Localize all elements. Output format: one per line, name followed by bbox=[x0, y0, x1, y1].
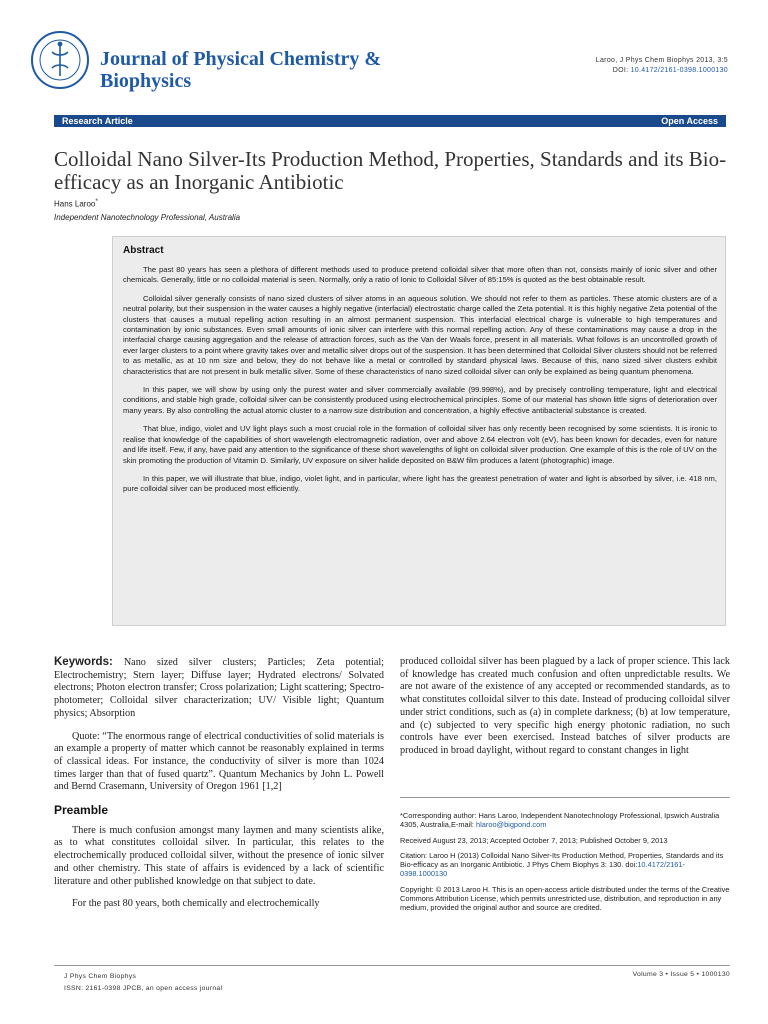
citation-doi-link[interactable]: 10.4172/2161-0398.1000130 bbox=[400, 860, 685, 879]
corresponding-author bbox=[400, 811, 730, 830]
preamble-paragraph-1: There is much confusion amongst many laymen and many scientists alike, as to what constitutes colloidal silver. In particular, this relates to the electrochemically produced colloidal silver, without the presence of ionic silver and other chemistry. This state of affairs is evidenced by a lack of scientific literature and other published knowledge on that subject to date. bbox=[54, 824, 384, 887]
doi-line bbox=[596, 66, 728, 76]
citation-note bbox=[400, 851, 730, 879]
preamble-paragraph-2: For the past 80 years, both chemically and electrochemically bbox=[72, 898, 320, 910]
footer-issn: ISSN: 2161-0398 JPCB, an open access journal bbox=[64, 985, 223, 992]
quote-paragraph: Quote: “The enormous range of electrical conductivities of solid materials is an example a property of matter which cannot be reasonably explained in terms of classical ideas. For instance, the conductivity of silver is more than 1024 times larger than that of fused quartz”. Quantum Mechanics by John L. Powell and Bernd Crasemann, University of Oregon 1961 [1,2] bbox=[54, 730, 384, 793]
author-mark: * bbox=[95, 198, 98, 205]
keywords-text: Nano sized silver clusters; Particles; Zeta potential; Electrochemistry; Stern layer; Diffuse layer; Hydrated electrons/ Solvated electrons; Photon electron transfer; Cross polarization; Light scattering; Spectro-photometer; Colloidal silver characterization; UV/ Visible light; Quantum physics; Absorption bbox=[54, 657, 385, 719]
footnotes bbox=[400, 811, 730, 919]
citation-short: Laroo, J Phys Chem Biophys 2013, 3:5 bbox=[595, 57, 728, 64]
abstract-paragraph: In this paper, we will illustrate that blue, indigo, violet light, and in particular, where light has the greatest penetration of water and light is absorbed by silver, i.e. 418 nm, pure colloidal silver can be produced most efficiently. bbox=[123, 473, 717, 494]
abstract-heading: Abstract bbox=[123, 245, 164, 256]
research-article-label: Research Article bbox=[62, 116, 133, 126]
footnote-divider bbox=[400, 797, 730, 798]
body-paragraph-continued: produced colloidal silver has been plagued by a lack of proper science. This lack of knowledge has created much confusion and often unpredictable results. We are not aware of the existence of any accepted or recommended standards, as to what constitutes colloidal silver to this date. Instead of producing colloidal silver under strict conditions, such as (a) in complete darkness; (b) at low temperature, and (c) subjected to very specific high energy photonic radiation, no such controls have ever been exercised. Instead batches of silver products are produced in broad daylight, without regard to constant changes in light bbox=[400, 656, 730, 756]
doi-label: DOI: bbox=[612, 67, 629, 74]
journal-logo bbox=[30, 30, 90, 90]
abstract-body bbox=[123, 265, 717, 503]
right-column bbox=[400, 656, 730, 768]
copyright-note: Copyright: © 2013 Laroo H. This is an open-access article distributed under the terms of the Creative Commons Attribution License, which permits unrestricted use, distribution, and reproduction in any medium, provided the original author and source are credited. bbox=[400, 884, 730, 913]
open-access-label: Open Access bbox=[661, 116, 718, 126]
dates-note: Received August 23, 2013; Accepted October 7, 2013; Published October 9, 2013 bbox=[400, 835, 668, 845]
author-affiliation: Independent Nanotechnology Professional, Australia bbox=[54, 213, 241, 222]
abstract-paragraph: The past 80 years has seen a plethora of different methods used to produce pretend colloidal silver that more often than not, consists mainly of ionic silver and other chemicals. Generally, little or no colloidal material is seen. Normally, only a ratio of Ionic to Colloidal Silver of 85:15% is quoted as the best obtainable result. bbox=[123, 265, 717, 285]
doi-link[interactable]: 10.4172/2161-0398.1000130 bbox=[630, 67, 728, 74]
author-line bbox=[54, 198, 98, 209]
author-email-link[interactable]: hlaroo@bigpond.com bbox=[476, 820, 547, 830]
keywords-label: Keywords: bbox=[54, 656, 113, 668]
footer-journal-info bbox=[64, 971, 222, 995]
journal-title: Journal of Physical Chemistry & Biophysics bbox=[100, 48, 382, 92]
keywords bbox=[54, 656, 384, 721]
journal-citation-meta bbox=[596, 56, 728, 76]
footer-divider bbox=[54, 965, 730, 966]
footer-journal-name: J Phys Chem Biophys bbox=[64, 973, 137, 980]
citation-text: Citation: Laroo H (2013) Colloidal Nano Silver-Its Production Method, Properties, Standards and its Bio-efficacy as an Inorganic Antibiotic. J Phys Chem Biophys 3: 130. doi: bbox=[400, 850, 724, 870]
abstract-box bbox=[112, 236, 726, 626]
corresponding-author-text: *Corresponding author: Hans Laroo, Independent Nanotechnology Professional, Ipswich Australia 4305, Australia,E-mail: bbox=[400, 811, 720, 830]
preamble-heading: Preamble bbox=[54, 803, 109, 818]
abstract-paragraph: Colloidal silver generally consists of nano sized clusters of silver atoms in an aqueous solution. We should not refer to them as particles. These atomic clusters are of a neutral polarity, but their suspension in the water causes a highly negative (interfacial) electrostatic charge called the Zeta potential. It is this highly negative Zeta potential of the clusters that causes a mutual repelling action resulting in an almost permanent suspension. This interfacial electrical charge is vulnerable to high temperatures and contamination by ionic substances. Even small amounts of ionic silver can interfere with this normal repelling action. Any of these contaminations may cause a drop in the interfacial charge causing aggregation and the release of attraction forces, such as the Van der Waals force, present in all materials. What follows is an uncontrolled growth of ever larger clusters to a point where gravity takes over and metallic silver drops out of the suspension. It has been determined that Colloidal Silver clusters should not be referred to as metallic, as at 10 nm size and below, they do not behave like a metal or controlled by standard physical laws. Because of this, nano sized silver clusters exhibit characteristics that are not present in bulk metallic silver. Some of these characteristics of nano sized colloidal silver can only be explained as being quantum phenomena. bbox=[123, 293, 717, 376]
article-title: Colloidal Nano Silver-Its Production Method, Properties, Standards and its Bio-efficacy as an Inorganic Antibiotic bbox=[54, 147, 727, 194]
abstract-paragraph: That blue, indigo, violet and UV light plays such a most crucial role in the formation of colloidal silver has only recently been recognised by some scientists. It is ironic to realise that knowledge of the capabilities of short wavelength electromagnetic radiation, over and above 2.64 electron volt (eV), has been known for decades, even for nature and life itself. Few, if any, have paid any attention to the significance of these short wavelengths of light on colloidal silver production. One example of this is the role of UV on the skin promoting the production of Vitamin D. Similarly, UV exposure on silver halide deposited on B&W film produces a latent (photographic) image. bbox=[123, 424, 717, 465]
left-column bbox=[54, 656, 384, 921]
author-name: Hans Laroo bbox=[54, 199, 96, 209]
article-type-bar bbox=[54, 115, 726, 127]
footer-volume: Volume 3 • Issue 5 • 1000130 bbox=[632, 971, 730, 978]
abstract-paragraph: In this paper, we will show by using only the purest water and silver commercially available (99.998%), and by precisely controlling temperature, light and electrical conditions, and stable high grade, colloidal silver can be consistently produced using electrochemical principles. Some of our material has shown little signs of deterioration over many years. By also controlling the actual atomic cluster to a narrow size distribution and concentration, a highly effective antibacterial substance is created. bbox=[123, 385, 717, 415]
journal-logo-emblem bbox=[30, 30, 90, 90]
